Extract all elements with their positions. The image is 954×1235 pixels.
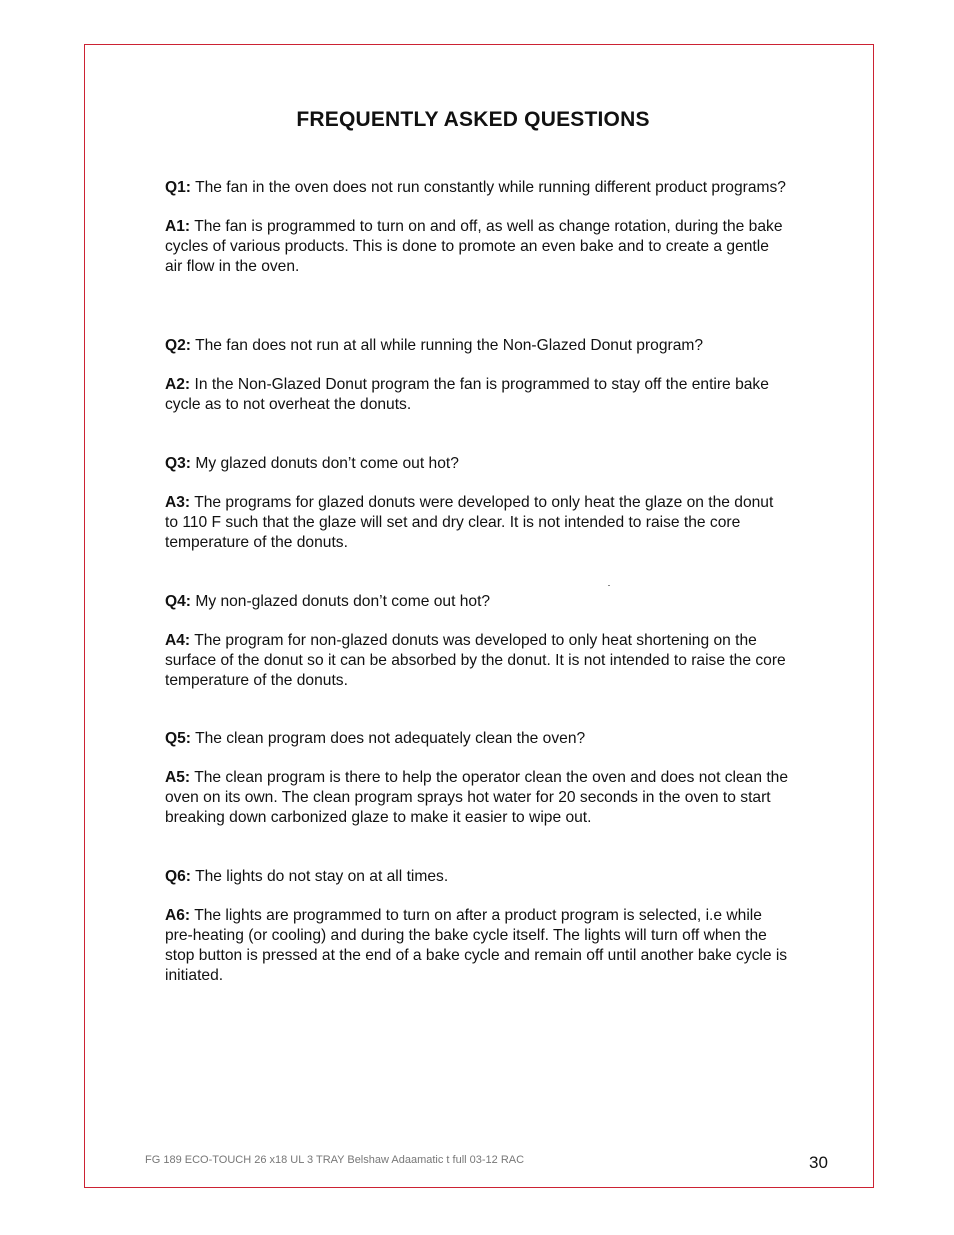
scan-speck (608, 585, 610, 586)
faq-item-1 (165, 178, 790, 277)
question-1 (165, 178, 790, 198)
question-text: The fan does not run at all while running the Non-Glazed Donut program? (195, 337, 704, 354)
answer-text: The program for non-glazed donuts was developed to only heat shortening on the surface of the donut so it can be absorbed by the donut. It is not intended to raise the core temperature of the donuts. (165, 632, 786, 689)
question-text: The clean program does not adequately clean the oven? (195, 730, 586, 747)
question-3 (165, 454, 790, 474)
answer-5 (165, 768, 790, 828)
answer-text: The lights are programmed to turn on after a product program is selected, i.e while pre-heating (or cooling) and during the bake cycle itself. The lights will turn off when the stop button is pressed at the end of a bake cycle and remain off until another bake cycle is initiated. (165, 907, 788, 984)
answer-4 (165, 631, 790, 691)
question-text: My non-glazed donuts don’t come out hot? (195, 593, 491, 610)
answer-tag: A6: (165, 907, 191, 924)
question-4 (165, 592, 790, 612)
answer-text: The fan is programmed to turn on and off, as well as change rotation, during the bake cycles of various products. This is done to promote an even bake and to create a gentle air flow in the oven. (165, 218, 783, 275)
faq-item-3 (165, 454, 790, 553)
faq-item-4 (165, 592, 790, 691)
faq-item-2 (165, 336, 790, 415)
question-6 (165, 867, 790, 887)
question-tag: Q2: (165, 337, 191, 354)
question-text: The fan in the oven does not run constantly while running different product programs? (195, 179, 786, 196)
answer-1 (165, 217, 790, 277)
answer-text: The programs for glazed donuts were developed to only heat the glaze on the donut to 110 F such that the glaze will set and dry clear. It is not intended to raise the core temperature of the donuts. (165, 494, 774, 551)
answer-tag: A1: (165, 218, 191, 235)
footer-document-id: FG 189 ECO-TOUCH 26 x18 UL 3 TRAY Belshaw Adaamatic t full 03-12 RAC (145, 1154, 525, 1166)
answer-tag: A2: (165, 376, 191, 393)
question-text: The lights do not stay on at all times. (195, 868, 449, 885)
question-2 (165, 336, 790, 356)
answer-tag: A4: (165, 632, 191, 649)
answer-3 (165, 493, 790, 553)
question-tag: Q6: (165, 868, 191, 885)
answer-6 (165, 906, 790, 986)
page-number: 30 (809, 1153, 828, 1172)
page-title: FREQUENTLY ASKED QUESTIONS (296, 108, 650, 131)
question-tag: Q3: (165, 455, 191, 472)
faq-item-6 (165, 867, 790, 986)
faq-item-5 (165, 729, 790, 828)
answer-tag: A5: (165, 769, 191, 786)
question-text: My glazed donuts don’t come out hot? (195, 455, 459, 472)
question-5 (165, 729, 790, 749)
answer-2 (165, 375, 790, 415)
answer-tag: A3: (165, 494, 191, 511)
question-tag: Q5: (165, 730, 191, 747)
answer-text: In the Non-Glazed Donut program the fan is programmed to stay off the entire bake cycle as to not overheat the donuts. (165, 376, 769, 413)
answer-text: The clean program is there to help the operator clean the oven and does not clean the oven on its own. The clean program sprays hot water for 20 seconds in the oven to start breaking down carbonized glaze to make it easier to wipe out. (165, 769, 789, 826)
question-tag: Q1: (165, 179, 191, 196)
question-tag: Q4: (165, 593, 191, 610)
